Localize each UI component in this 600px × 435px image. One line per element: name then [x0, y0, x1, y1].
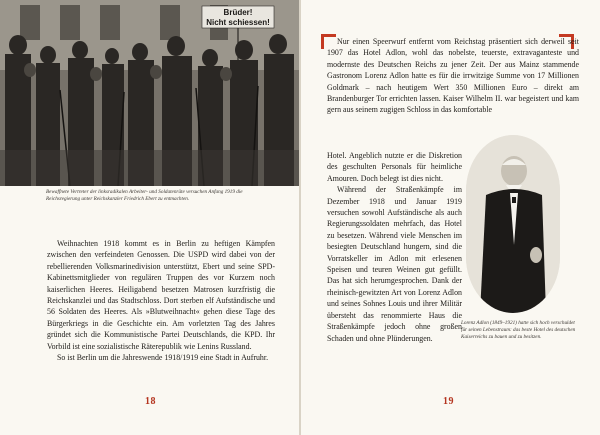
sign-text-1: Brüder! [223, 8, 253, 17]
portrait-caption: Lorenz Adlon (1849–1921) hatte sich hoch verschuldet für seinen Lebenstraum: das beste Hotel des deutschen Kaiserreichs zu bauen und zu besitzen. [461, 320, 576, 340]
page-number-left: 18 [145, 396, 156, 407]
paragraph: So ist Berlin um die Jahreswende 1918/1919 eine Stadt in Aufruhr. [57, 353, 269, 363]
page-number-right: 19 [443, 396, 454, 407]
paragraph: Hotel. Angeblich nutzte er die Diskretion des geschulten Personals für heimliche Amouren. Doch belegt ist dies nicht. [327, 151, 462, 183]
paragraph: Nur einen Speerwurf entfernt vom Reichstag präsentiert sich derweil seit 1907 das Hotel Adlon, wohl das nobelste, teuerste, extravaganteste und modernste des Deutschen Reichs zu jener Zeit. Der aus Mainz stammende Gastronom Lorenz Adlon hatte es für die irrwitzige Summe von 17 Millionen Goldmark – nach heutigem Wert 350 Millionen Euro – direkt am Brandenburger Tor errichten lassen. Kaiser Wilhelm II. war begeistert und kam gern aus seinem zugigen Schloss in das komfortable [327, 37, 579, 115]
photo-caption: Bewaffnete Vertreter der linksradikalen Arbeiter- und Soldatenräte versuchen Anfang 1919 die Reichsregierung unter Reichskanzler Friedrich Ebert zu entmachten. [46, 189, 243, 202]
paragraph: Während der Straßenkämpfe im Dezember 1918 und Januar 1919 versuchen sowohl Aufständische als auch Regierungssoldaten mehrfach, das Hotel zu besetzen. Während viele Menschen im besiegten Deutschland hungern, sind die Vorratskeller im Adlon mit erlesenen Speisen und teuren Weinen gut gefüllt. Das hat sich herumgesprochen. Dank der rheinisch-gewitzten Art von Lorenz Adlon und seines Sohnes Louis und ihrer Militär übersteht das renommierte Haus die Straßenkämpfe jedoch ohne großen Schaden und ohne Plünderungen. [327, 185, 462, 343]
body-text-right-top [327, 36, 579, 116]
paragraph: Weihnachten 1918 kommt es in Berlin zu heftigen Kämpfen zwischen den verfeindeten Genossen. Die USPD wird dabei von der rebellierenden Volksmarinedivision unterstützt, Ebert und seine SPD-Kabinettsmitglieder von regulären Truppen des vor Kurzem noch kaiserlichen Heeres. Heiligabend besetzen Matrosen kurzfristig die Reichskanzlei und das Stadtschloss. Dort sterben elf Aufständische und 56 Soldaten des Heeres. Als »Blutweihnacht« gehen diese Tage des Bürgerkriegs in die Geschichte ein. Am vorletzten Tag des Jahres gründet sich die Kommunistische Partei Deutschlands, die KPD. Ihr Vorbild ist eine sozialistische Räterepublik wie Lenins Russland. [47, 239, 275, 351]
sign-text-2: Nicht schiessen! [206, 18, 270, 27]
right-page [301, 0, 600, 435]
portrait-photo [466, 135, 560, 313]
body-text-left [47, 238, 275, 363]
body-text-right-column [327, 150, 462, 344]
left-page [0, 0, 299, 435]
revolution-photo [0, 0, 299, 186]
